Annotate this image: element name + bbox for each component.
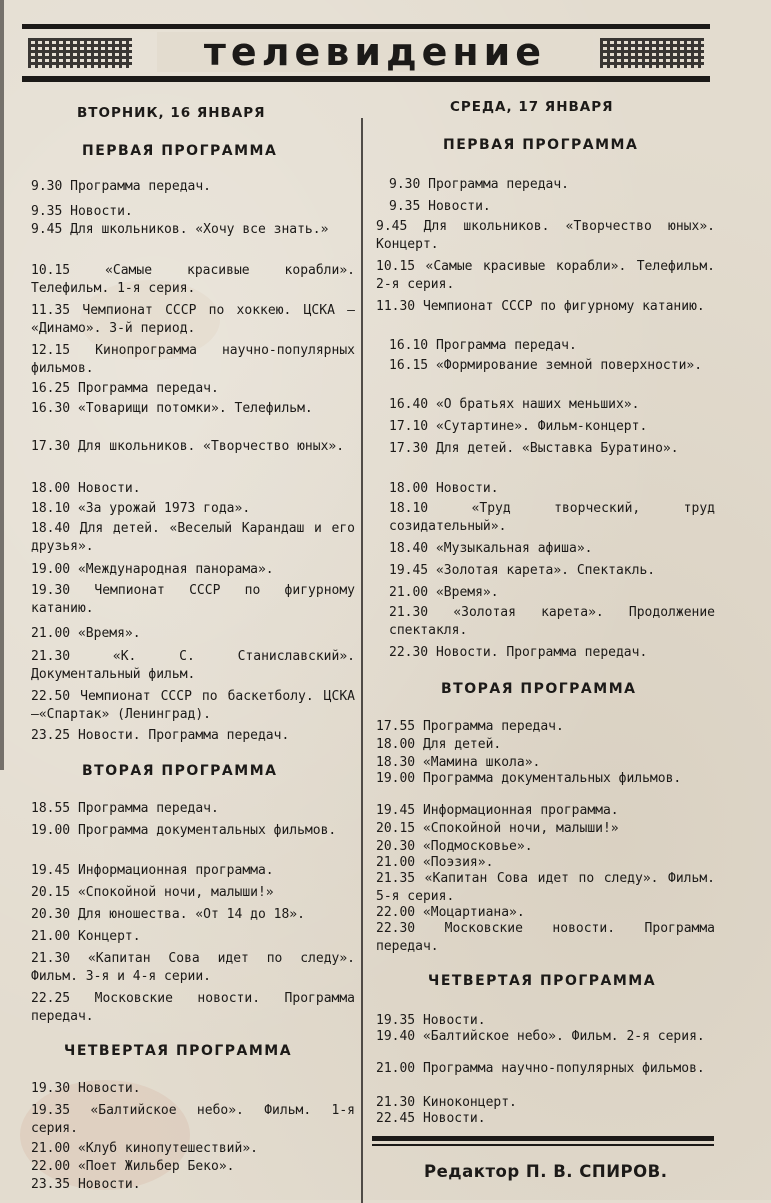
schedule-entry: 21.00 «Время». — [389, 585, 499, 600]
schedule-entry: 22.30 Московские новости. Программа передач. — [376, 921, 715, 954]
schedule-entry: 21.35 «Капитан Сова идет по следу». Фильм. 5-я серия. — [376, 871, 715, 904]
schedule-entry: 22.30 Новости. Программа передач. — [389, 645, 648, 660]
schedule-entry: 18.40 «Музыкальная афиша». — [389, 541, 593, 556]
editor-credit: Редактор П. В. СПИРОВ. — [424, 1162, 668, 1181]
masthead-rule-bottom — [22, 76, 710, 82]
schedule-entry: 21.00 «Время». — [31, 626, 141, 641]
schedule-entry: 21.00 «Клуб кинопутешествий». — [31, 1141, 258, 1156]
schedule-entry: 19.30 Чемпионат СССР по фигурному катанию. — [31, 583, 355, 616]
schedule-entry: 18.00 Новости. — [389, 481, 499, 496]
schedule-entry: 16.10 Программа передач. — [389, 338, 577, 353]
schedule-entry: 12.15 Кинопрограмма научно-популярных фильмов. — [31, 343, 355, 376]
column-divider — [361, 118, 363, 1203]
schedule-entry: 18.30 «Мамина школа». — [376, 755, 541, 770]
schedule-entry: 10.15 «Самые красивые корабли». Телефильм. 1-я серия. — [31, 263, 355, 296]
schedule-entry: 20.15 «Спокойной ночи, малыши!» — [31, 885, 274, 900]
schedule-entry: 22.00 «Поет Жильбер Беко». — [31, 1159, 235, 1174]
schedule-entry: 9.45 Для школьников. «Хочу все знать.» — [31, 222, 329, 237]
schedule-entry: 16.40 «О братьях наших меньших». — [389, 397, 640, 412]
schedule-entry: 18.10 «За урожай 1973 года». — [31, 501, 251, 516]
footer-rule — [372, 1144, 714, 1146]
schedule-entry: 16.15 «Формирование земной поверхности». — [389, 358, 703, 373]
schedule-entry: 21.30 Киноконцерт. — [376, 1095, 517, 1110]
footer-rule — [372, 1136, 714, 1141]
schedule-entry: 9.45 Для школьников. «Творчество юных». Концерт. — [376, 219, 715, 252]
page-edge-rule — [0, 0, 4, 770]
schedule-entry: 17.30 Для школьников. «Творчество юных». — [31, 439, 345, 454]
schedule-entry: 21.30 «Капитан Сова идет по следу». Фильм. 3-я и 4-я серии. — [31, 951, 355, 984]
schedule-entry: 9.30 Программа передач. — [389, 177, 570, 192]
schedule-entry: 19.35 «Балтийское небо». Фильм. 1-я серия. — [31, 1103, 355, 1136]
schedule-entry: 16.25 Программа передач. — [31, 381, 219, 396]
schedule-entry: 20.15 «Спокойной ночи, малыши!» — [376, 821, 619, 836]
schedule-entry: 16.30 «Товарищи потомки». Телефильм. — [31, 401, 313, 416]
schedule-entry: 20.30 «Подмосковье». — [376, 839, 533, 854]
program-heading: ВТОРАЯ ПРОГРАММА — [82, 763, 278, 779]
schedule-entry: 21.30 «К. С. Станиславский». Документальный фильм. — [31, 649, 355, 682]
schedule-entry: 17.30 Для детей. «Выставка Буратино». — [389, 441, 679, 456]
program-heading: ПЕРВАЯ ПРОГРАММА — [443, 137, 639, 153]
schedule-entry: 9.35 Новости. — [31, 204, 133, 219]
schedule-entry: 18.00 Новости. — [31, 481, 141, 496]
schedule-entry: 19.00 Программа документальных фильмов. — [31, 823, 337, 838]
schedule-entry: 23.35 Новости. — [31, 1177, 141, 1192]
schedule-entry: 17.10 «Сутартине». Фильм-концерт. — [389, 419, 648, 434]
schedule-entry: 21.00 Концерт. — [31, 929, 141, 944]
schedule-entry: 9.30 Программа передач. — [31, 179, 212, 194]
schedule-entry: 9.35 Новости. — [389, 199, 491, 214]
schedule-entry: 17.55 Программа передач. — [376, 719, 564, 734]
program-heading: ЧЕТВЕРТАЯ ПРОГРАММА — [64, 1043, 293, 1059]
schedule-entry: 20.30 Для юношества. «От 14 до 18». — [31, 907, 305, 922]
masthead-rule-top — [22, 24, 710, 29]
schedule-entry: 10.15 «Самые красивые корабли». Телефильм. 2-я серия. — [376, 259, 715, 292]
schedule-entry: 11.35 Чемпионат СССР по хоккею. ЦСКА — «Динамо». 3-й период. — [31, 303, 355, 336]
schedule-entry: 22.45 Новости. — [376, 1111, 486, 1126]
schedule-entry: 23.25 Новости. Программа передач. — [31, 728, 290, 743]
masthead-ornament-right — [600, 38, 704, 68]
schedule-entry: 11.30 Чемпионат СССР по фигурному катанию. — [376, 299, 705, 314]
schedule-entry: 21.00 Программа научно-популярных фильмов. — [376, 1061, 705, 1076]
schedule-entry: 19.45 Информационная программа. — [31, 863, 274, 878]
day-heading: СРЕДА, 17 ЯНВАРЯ — [450, 99, 614, 115]
schedule-entry: 19.00 «Международная панорама». — [31, 562, 274, 577]
schedule-entry: 22.00 «Моцартиана». — [376, 905, 525, 920]
day-heading: ВТОРНИК, 16 ЯНВАРЯ — [77, 105, 266, 121]
schedule-entry: 21.00 «Поэзия». — [376, 855, 494, 870]
schedule-entry: 19.30 Новости. — [31, 1081, 141, 1096]
schedule-entry: 18.10 «Труд творческий, труд созидательный». — [389, 501, 715, 534]
program-heading: ПЕРВАЯ ПРОГРАММА — [82, 143, 278, 159]
schedule-entry: 22.25 Московские новости. Программа передач. — [31, 991, 355, 1024]
schedule-entry: 19.00 Программа документальных фильмов. — [376, 771, 682, 786]
schedule-entry: 18.55 Программа передач. — [31, 801, 219, 816]
schedule-entry: 19.35 Новости. — [376, 1013, 486, 1028]
schedule-entry: 19.45 Информационная программа. — [376, 803, 619, 818]
schedule-entry: 21.30 «Золотая карета». Продолжение спектакля. — [389, 605, 715, 638]
schedule-entry: 22.50 Чемпионат СССР по баскетболу. ЦСКА—«Спартак» (Ленинград). — [31, 689, 355, 722]
masthead-ornament-left — [28, 38, 132, 68]
schedule-entry: 19.40 «Балтийское небо». Фильм. 2-я серия. — [376, 1029, 705, 1044]
schedule-entry: 18.40 Для детей. «Веселый Карандаш и его друзья». — [31, 521, 355, 554]
section-title: телевидение — [157, 32, 593, 72]
schedule-entry: 18.00 Для детей. — [376, 737, 502, 752]
schedule-entry: 19.45 «Золотая карета». Спектакль. — [389, 563, 656, 578]
program-heading: ЧЕТВЕРТАЯ ПРОГРАММА — [428, 973, 657, 989]
masthead — [22, 24, 710, 84]
program-heading: ВТОРАЯ ПРОГРАММА — [441, 681, 637, 697]
